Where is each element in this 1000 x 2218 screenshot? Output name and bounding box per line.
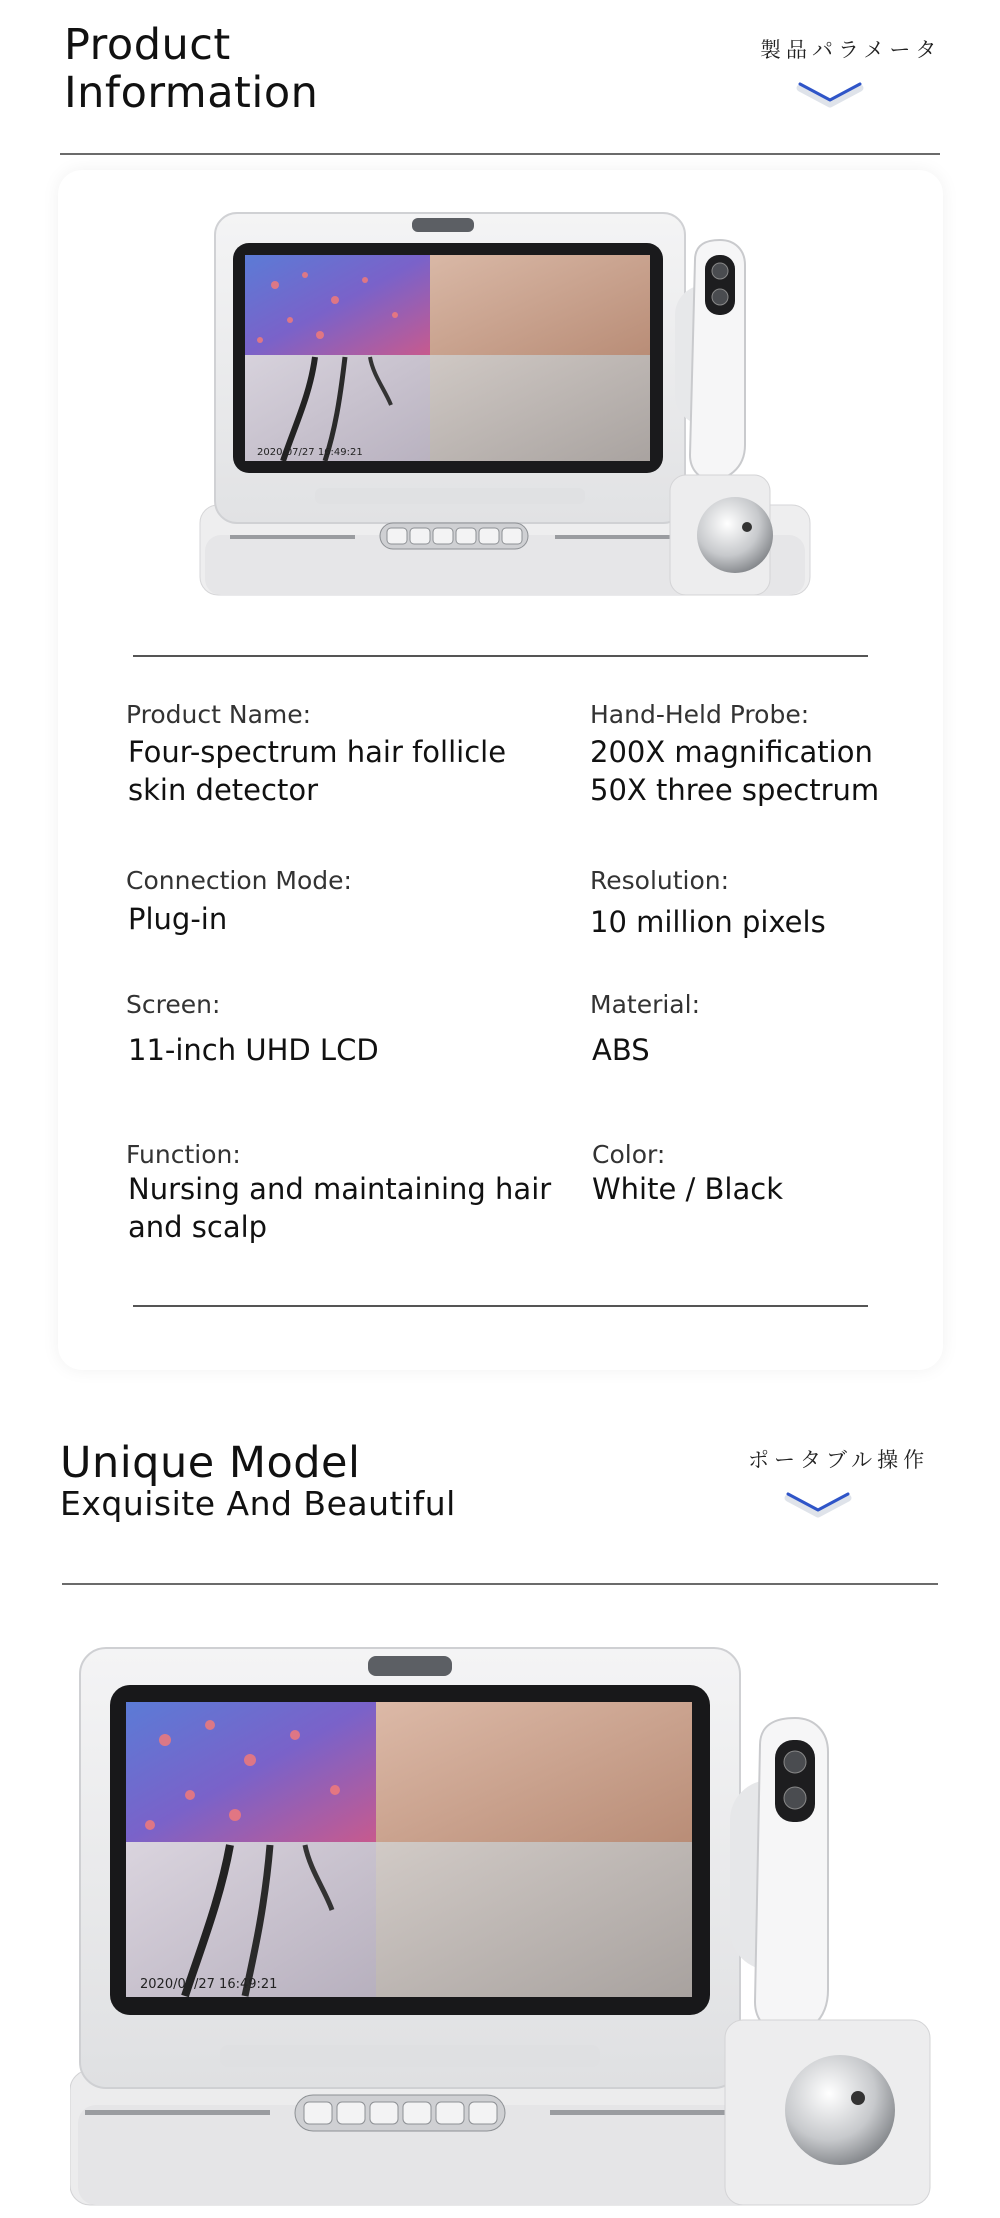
section2-jp-label: ポータブル操作 bbox=[748, 1448, 930, 1472]
section2-header-divider bbox=[62, 1583, 938, 1585]
spec-label-material: Material: bbox=[590, 990, 700, 1019]
spec-value-probe-line2: 50X three spectrum bbox=[590, 773, 880, 807]
section1-title-line1: Product bbox=[64, 20, 231, 70]
spec-label-product-name: Product Name: bbox=[126, 700, 312, 729]
chevron-down-icon bbox=[790, 74, 870, 124]
specs-bottom-divider bbox=[133, 1305, 868, 1307]
section2-title: Unique Model bbox=[60, 1438, 361, 1488]
device-timestamp: 2020/07/27 16:49:21 bbox=[257, 447, 363, 458]
section1-title-line2: Information bbox=[64, 68, 319, 118]
specs-top-divider bbox=[133, 655, 868, 657]
section1-jp-label: 製品パラメータ bbox=[760, 38, 942, 62]
spec-label-resolution: Resolution: bbox=[590, 866, 730, 895]
spec-value-material: ABS bbox=[592, 1033, 650, 1067]
spec-label-hand-held-probe: Hand-Held Probe: bbox=[590, 700, 810, 729]
section2-subtitle: Exquisite And Beautiful bbox=[60, 1484, 456, 1523]
device-image-1 bbox=[195, 205, 815, 605]
spec-value-color: White / Black bbox=[592, 1172, 783, 1206]
section1-header-divider bbox=[60, 153, 940, 155]
spec-label-color: Color: bbox=[592, 1140, 666, 1169]
spec-value-function: Nursing and maintaining hair and scalp bbox=[128, 1172, 552, 1244]
spec-value-resolution: 10 million pixels bbox=[590, 905, 826, 939]
chevron-down-icon bbox=[778, 1484, 858, 1534]
spec-label-screen: Screen: bbox=[126, 990, 221, 1019]
spec-value-connection-mode: Plug-in bbox=[128, 902, 228, 936]
spec-value-probe-line1: 200X magnification bbox=[590, 735, 873, 769]
spec-value-product-name: Four-spectrum hair follicle skin detector bbox=[128, 735, 507, 807]
spec-label-function: Function: bbox=[126, 1140, 241, 1169]
device-timestamp: 2020/07/27 16:49:21 bbox=[140, 1977, 278, 1992]
device-image-2 bbox=[70, 1640, 940, 2210]
spec-value-screen: 11-inch UHD LCD bbox=[128, 1033, 379, 1067]
spec-label-connection-mode: Connection Mode: bbox=[126, 866, 352, 895]
